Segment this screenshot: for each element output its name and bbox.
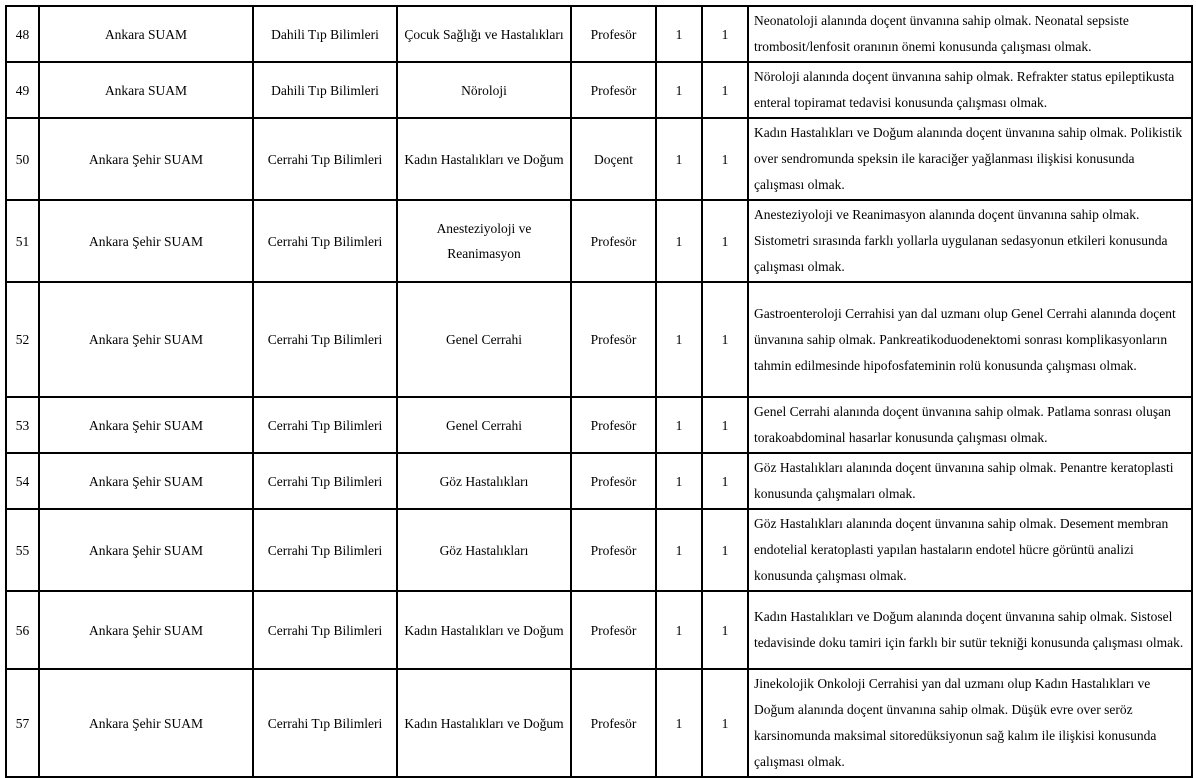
- requirements-cell: Gastroenteroloji Cerrahisi yan dal uzmanı olup Genel Cerrahi alanında doçent ünvanına sahip olmak. Pankreatikoduodenektomi sonrası komplikasyonların tahmin edilmesinde hipofosfateminin rolü konusunda çalışması olmak.: [748, 282, 1192, 397]
- field-cell: Kadın Hastalıkları ve Doğum: [397, 118, 571, 200]
- department-cell: Dahili Tıp Bilimleri: [253, 62, 397, 118]
- requirements-cell: Genel Cerrahi alanında doçent ünvanına sahip olmak. Patlama sonrası oluşan torakoabdominal hasarlar konusunda çalışması olmak.: [748, 397, 1192, 453]
- department-cell: Cerrahi Tıp Bilimleri: [253, 118, 397, 200]
- institution-cell: Ankara Şehir SUAM: [39, 509, 253, 591]
- academic-title-cell: Profesör: [571, 453, 656, 509]
- academic-title-cell: Profesör: [571, 282, 656, 397]
- academic-title-cell: Profesör: [571, 669, 656, 777]
- field-cell: Anesteziyoloji ve Reanimasyon: [397, 200, 571, 282]
- department-cell: Cerrahi Tıp Bilimleri: [253, 397, 397, 453]
- department-cell: Cerrahi Tıp Bilimleri: [253, 591, 397, 669]
- field-cell: Çocuk Sağlığı ve Hastalıkları: [397, 6, 571, 62]
- institution-cell: Ankara Şehir SUAM: [39, 118, 253, 200]
- row-number-cell: 57: [6, 669, 39, 777]
- quota-1-cell: 1: [656, 200, 702, 282]
- quota-1-cell: 1: [656, 118, 702, 200]
- row-number-cell: 50: [6, 118, 39, 200]
- academic-title-cell: Doçent: [571, 118, 656, 200]
- institution-cell: Ankara Şehir SUAM: [39, 397, 253, 453]
- table-row: [6, 397, 1192, 453]
- requirements-cell: Anesteziyoloji ve Reanimasyon alanında doçent ünvanına sahip olmak. Sistometri sırasında farklı yollarla uygulanan sedasyonun etkileri konusunda çalışması olmak.: [748, 200, 1192, 282]
- table-row: [6, 62, 1192, 118]
- quota-2-cell: 1: [702, 62, 748, 118]
- academic-title-cell: Profesör: [571, 397, 656, 453]
- row-number-cell: 52: [6, 282, 39, 397]
- quota-2-cell: 1: [702, 397, 748, 453]
- positions-table: [5, 5, 1193, 778]
- positions-table-body: [6, 6, 1192, 777]
- quota-2-cell: 1: [702, 669, 748, 777]
- requirements-cell: Göz Hastalıkları alanında doçent ünvanına sahip olmak. Desement membran endotelial keratoplasti yapılan hastaların endotel hücre görüntü analizi konusunda çalışması olmak.: [748, 509, 1192, 591]
- row-number-cell: 54: [6, 453, 39, 509]
- academic-title-cell: Profesör: [571, 6, 656, 62]
- row-number-cell: 56: [6, 591, 39, 669]
- requirements-cell: Nöroloji alanında doçent ünvanına sahip olmak. Refrakter status epileptikusta enteral topiramat tedavisi konusunda çalışması olmak.: [748, 62, 1192, 118]
- department-cell: Cerrahi Tıp Bilimleri: [253, 282, 397, 397]
- field-cell: Göz Hastalıkları: [397, 509, 571, 591]
- quota-2-cell: 1: [702, 453, 748, 509]
- table-row: [6, 200, 1192, 282]
- quota-1-cell: 1: [656, 6, 702, 62]
- requirements-cell: Jinekolojik Onkoloji Cerrahisi yan dal uzmanı olup Kadın Hastalıkları ve Doğum alanında doçent ünvanına sahip olmak. Düşük evre over seröz karsinomunda maksimal sitoredüksiyonun sağ kalım ile ilişkisi konusunda çalışması olmak.: [748, 669, 1192, 777]
- institution-cell: Ankara SUAM: [39, 6, 253, 62]
- academic-title-cell: Profesör: [571, 200, 656, 282]
- institution-cell: Ankara Şehir SUAM: [39, 591, 253, 669]
- field-cell: Genel Cerrahi: [397, 282, 571, 397]
- department-cell: Cerrahi Tıp Bilimleri: [253, 200, 397, 282]
- quota-1-cell: 1: [656, 453, 702, 509]
- quota-2-cell: 1: [702, 118, 748, 200]
- quota-2-cell: 1: [702, 509, 748, 591]
- institution-cell: Ankara SUAM: [39, 62, 253, 118]
- requirements-cell: Göz Hastalıkları alanında doçent ünvanına sahip olmak. Penantre keratoplasti konusunda çalışmaları olmak.: [748, 453, 1192, 509]
- row-number-cell: 48: [6, 6, 39, 62]
- department-cell: Cerrahi Tıp Bilimleri: [253, 453, 397, 509]
- field-cell: Kadın Hastalıkları ve Doğum: [397, 591, 571, 669]
- institution-cell: Ankara Şehir SUAM: [39, 453, 253, 509]
- quota-2-cell: 1: [702, 200, 748, 282]
- quota-1-cell: 1: [656, 591, 702, 669]
- table-row: [6, 509, 1192, 591]
- department-cell: Dahili Tıp Bilimleri: [253, 6, 397, 62]
- quota-1-cell: 1: [656, 669, 702, 777]
- field-cell: Nöroloji: [397, 62, 571, 118]
- table-row: [6, 591, 1192, 669]
- field-cell: Genel Cerrahi: [397, 397, 571, 453]
- department-cell: Cerrahi Tıp Bilimleri: [253, 669, 397, 777]
- quota-1-cell: 1: [656, 282, 702, 397]
- quota-2-cell: 1: [702, 591, 748, 669]
- row-number-cell: 51: [6, 200, 39, 282]
- quota-2-cell: 1: [702, 6, 748, 62]
- quota-2-cell: 1: [702, 282, 748, 397]
- requirements-cell: Kadın Hastalıkları ve Doğum alanında doçent ünvanına sahip olmak. Polikistik over sendromunda speksin ile karaciğer yağlanması ilişkisi konusunda çalışması olmak.: [748, 118, 1192, 200]
- quota-1-cell: 1: [656, 509, 702, 591]
- table-row: [6, 6, 1192, 62]
- requirements-cell: Kadın Hastalıkları ve Doğum alanında doçent ünvanına sahip olmak. Sistosel tedavisinde doku tamiri için farklı bir sutür tekniği konusunda çalışması olmak.: [748, 591, 1192, 669]
- table-row: [6, 669, 1192, 777]
- row-number-cell: 55: [6, 509, 39, 591]
- academic-title-cell: Profesör: [571, 509, 656, 591]
- row-number-cell: 53: [6, 397, 39, 453]
- institution-cell: Ankara Şehir SUAM: [39, 200, 253, 282]
- requirements-cell: Neonatoloji alanında doçent ünvanına sahip olmak. Neonatal sepsiste trombosit/lenfosit oranının önemi konusunda çalışması olmak.: [748, 6, 1192, 62]
- field-cell: Kadın Hastalıkları ve Doğum: [397, 669, 571, 777]
- quota-1-cell: 1: [656, 62, 702, 118]
- row-number-cell: 49: [6, 62, 39, 118]
- academic-title-cell: Profesör: [571, 591, 656, 669]
- institution-cell: Ankara Şehir SUAM: [39, 669, 253, 777]
- table-row: [6, 453, 1192, 509]
- quota-1-cell: 1: [656, 397, 702, 453]
- institution-cell: Ankara Şehir SUAM: [39, 282, 253, 397]
- academic-title-cell: Profesör: [571, 62, 656, 118]
- field-cell: Göz Hastalıkları: [397, 453, 571, 509]
- table-row: [6, 282, 1192, 397]
- table-row: [6, 118, 1192, 200]
- department-cell: Cerrahi Tıp Bilimleri: [253, 509, 397, 591]
